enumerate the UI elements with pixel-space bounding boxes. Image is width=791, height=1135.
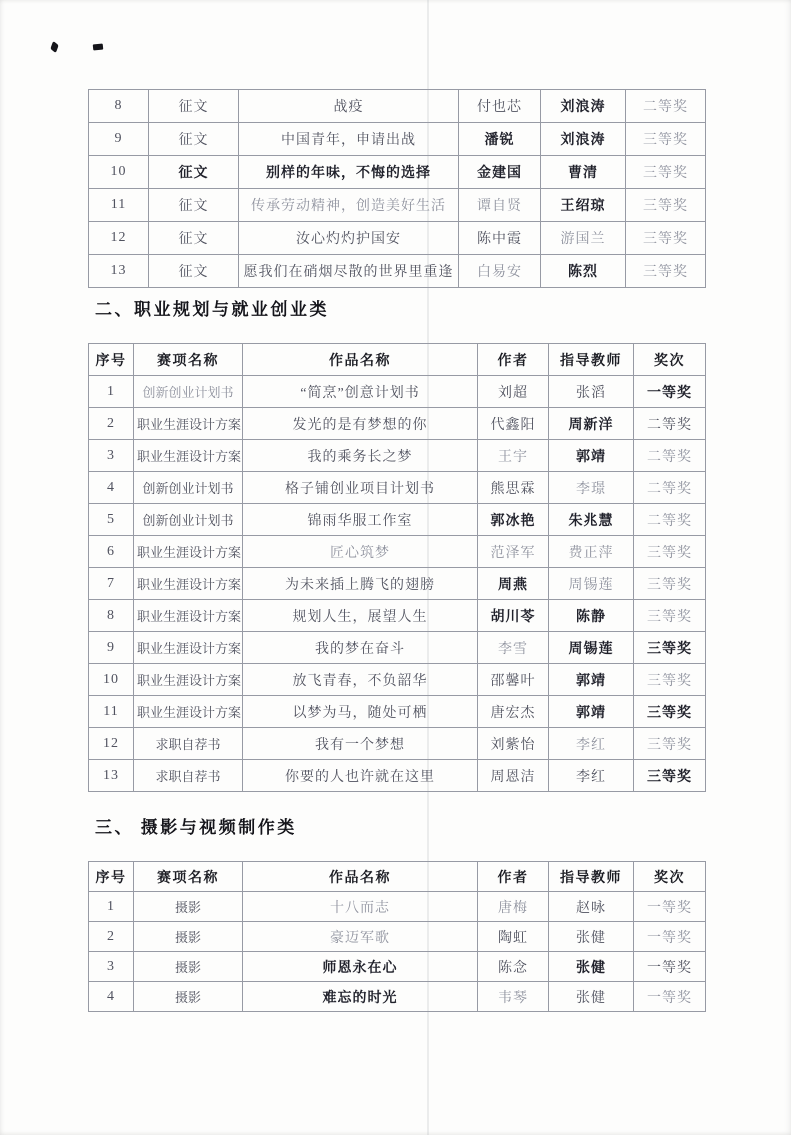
table-row: [89, 892, 706, 922]
table-cell: 谭自贤: [459, 189, 541, 222]
table-row: [89, 123, 706, 156]
section-title-career-planning: 二、职业规划与就业创业类: [95, 300, 329, 319]
table-cell: 王绍琼: [541, 189, 626, 222]
table-cell: 为未来插上腾飞的翅膀: [243, 568, 478, 600]
table-cell: 朱兆慧: [549, 504, 634, 536]
table-cell: 潘锐: [459, 123, 541, 156]
table-cell: 别样的年味，不悔的选择: [239, 156, 459, 189]
table-cell: 陈烈: [541, 255, 626, 288]
table-cell: 周燕: [478, 568, 549, 600]
table-cell: 我有一个梦想: [243, 728, 478, 760]
table-cell: 放飞青春，不负韶华: [243, 664, 478, 696]
table-cell: 刘浪涛: [541, 90, 626, 123]
table-row: [89, 952, 706, 982]
table-cell: 二等奖: [626, 90, 706, 123]
table-cell: 8: [89, 600, 134, 632]
table-cell: 一等奖: [634, 922, 706, 952]
table-cell: 郭靖: [549, 696, 634, 728]
table-cell: 一等奖: [634, 982, 706, 1012]
table-cell: 三等奖: [634, 728, 706, 760]
table-cell: 匠心筑梦: [243, 536, 478, 568]
column-header: 序号: [89, 344, 134, 376]
table-cell: 邵馨叶: [478, 664, 549, 696]
table-cell: 一等奖: [634, 952, 706, 982]
table-cell: 职业生涯设计方案: [134, 408, 243, 440]
table-cell: 你要的人也许就在这里: [243, 760, 478, 792]
table-cell: 征文: [149, 255, 239, 288]
table-cell: 一等奖: [634, 376, 706, 408]
table-cell: 求职自荐书: [134, 760, 243, 792]
column-header: 指导教师: [549, 862, 634, 892]
table-cell: 李红: [549, 760, 634, 792]
table-cell: 规划人生，展望人生: [243, 600, 478, 632]
table-cell: 熊思霖: [478, 472, 549, 504]
table-row: [89, 376, 706, 408]
table-cell: 范泽军: [478, 536, 549, 568]
table-cell: 游国兰: [541, 222, 626, 255]
table-row: [89, 982, 706, 1012]
table-cell: 4: [89, 472, 134, 504]
table-cell: 征文: [149, 123, 239, 156]
table-cell: 二等奖: [634, 408, 706, 440]
ink-speck: [93, 43, 104, 50]
table-cell: 创新创业计划书: [134, 376, 243, 408]
table-cell: 周锡莲: [549, 568, 634, 600]
table-cell: 李璟: [549, 472, 634, 504]
table-cell: 李红: [549, 728, 634, 760]
table-cell: 韦琴: [478, 982, 549, 1012]
table-cell: 刘浪涛: [541, 123, 626, 156]
table-cell: 以梦为马，随处可栖: [243, 696, 478, 728]
table-cell: 职业生涯设计方案: [134, 440, 243, 472]
table-cell: 11: [89, 696, 134, 728]
table-cell: 师恩永在心: [243, 952, 478, 982]
table-cell: 周恩洁: [478, 760, 549, 792]
table-row: [89, 760, 706, 792]
table-row: [89, 222, 706, 255]
photography-awards-table: [88, 861, 706, 1012]
table-cell: 12: [89, 222, 149, 255]
table-cell: 13: [89, 760, 134, 792]
table-cell: 王宇: [478, 440, 549, 472]
table-cell: 职业生涯设计方案: [134, 568, 243, 600]
table-cell: 摄影: [134, 982, 243, 1012]
table-row: [89, 536, 706, 568]
table-cell: 12: [89, 728, 134, 760]
table-cell: 郭冰艳: [478, 504, 549, 536]
table-cell: 周新洋: [549, 408, 634, 440]
table-cell: 求职自荐书: [134, 728, 243, 760]
table-cell: 8: [89, 90, 149, 123]
table-cell: 豪迈军歌: [243, 922, 478, 952]
table-row: [89, 568, 706, 600]
table-cell: 李雪: [478, 632, 549, 664]
table-cell: 张健: [549, 982, 634, 1012]
column-header: 奖次: [634, 862, 706, 892]
table-cell: 付也芯: [459, 90, 541, 123]
table-row: [89, 440, 706, 472]
table-cell: 郭靖: [549, 664, 634, 696]
table-cell: 3: [89, 440, 134, 472]
table-cell: 征文: [149, 156, 239, 189]
ink-speck: [50, 41, 58, 53]
table-cell: 三等奖: [626, 255, 706, 288]
table-cell: 锦雨华服工作室: [243, 504, 478, 536]
table-cell: 摄影: [134, 892, 243, 922]
table-cell: 金建国: [459, 156, 541, 189]
table-cell: 唐梅: [478, 892, 549, 922]
table-cell: 职业生涯设计方案: [134, 696, 243, 728]
table-row: [89, 255, 706, 288]
column-header: 指导教师: [549, 344, 634, 376]
table-cell: 三等奖: [634, 760, 706, 792]
table-cell: 职业生涯设计方案: [134, 632, 243, 664]
table-cell: 赵咏: [549, 892, 634, 922]
table-cell: 9: [89, 123, 149, 156]
table-cell: 格子铺创业项目计划书: [243, 472, 478, 504]
table-row: [89, 696, 706, 728]
table-cell: 我的乘务长之梦: [243, 440, 478, 472]
table-cell: 三等奖: [626, 189, 706, 222]
table-cell: 三等奖: [626, 222, 706, 255]
column-header: 作者: [478, 862, 549, 892]
table-cell: 摄影: [134, 952, 243, 982]
column-header: 赛项名称: [134, 344, 243, 376]
table-cell: 征文: [149, 189, 239, 222]
table-cell: 十八而志: [243, 892, 478, 922]
table-cell: 2: [89, 922, 134, 952]
table-cell: 7: [89, 568, 134, 600]
table-row: [89, 728, 706, 760]
column-header: 作品名称: [243, 344, 478, 376]
table-cell: 陈念: [478, 952, 549, 982]
table-cell: 中国青年，申请出战: [239, 123, 459, 156]
table-cell: 4: [89, 982, 134, 1012]
table-cell: 刘超: [478, 376, 549, 408]
table-cell: 职业生涯设计方案: [134, 664, 243, 696]
table-cell: 三等奖: [634, 696, 706, 728]
table-cell: 2: [89, 408, 134, 440]
table-cell: 二等奖: [634, 504, 706, 536]
table-cell: 郭靖: [549, 440, 634, 472]
table-cell: 汝心灼灼护国安: [239, 222, 459, 255]
table-cell: 三等奖: [634, 600, 706, 632]
table-cell: 费正萍: [549, 536, 634, 568]
table-row: [89, 189, 706, 222]
section-title-photography-video: 三、 摄影与视频制作类: [95, 818, 297, 837]
table-cell: 征文: [149, 222, 239, 255]
table-row: [89, 90, 706, 123]
column-header: 作品名称: [243, 862, 478, 892]
column-header: 作者: [478, 344, 549, 376]
table-cell: 愿我们在硝烟尽散的世界里重逢: [239, 255, 459, 288]
column-header: 奖次: [634, 344, 706, 376]
career-planning-awards-table: [88, 343, 706, 792]
table-cell: 职业生涯设计方案: [134, 600, 243, 632]
table-row: [89, 408, 706, 440]
table-cell: 白易安: [459, 255, 541, 288]
table-row: [89, 156, 706, 189]
table-cell: 三等奖: [626, 156, 706, 189]
table-cell: 张健: [549, 952, 634, 982]
table-cell: 1: [89, 376, 134, 408]
table-cell: 职业生涯设计方案: [134, 536, 243, 568]
table-cell: 难忘的时光: [243, 982, 478, 1012]
table-cell: 10: [89, 156, 149, 189]
table-cell: 传承劳动精神，创造美好生活: [239, 189, 459, 222]
table-row: [89, 922, 706, 952]
table-cell: 三等奖: [626, 123, 706, 156]
table-cell: 征文: [149, 90, 239, 123]
table-cell: 10: [89, 664, 134, 696]
table-cell: 陈静: [549, 600, 634, 632]
table-cell: “简烹”创意计划书: [243, 376, 478, 408]
table-cell: 创新创业计划书: [134, 472, 243, 504]
table-cell: 刘紫怡: [478, 728, 549, 760]
table-cell: 周锡莲: [549, 632, 634, 664]
table-cell: 11: [89, 189, 149, 222]
table-cell: 一等奖: [634, 892, 706, 922]
table-cell: 发光的是有梦想的你: [243, 408, 478, 440]
table-header-row: [89, 862, 706, 892]
table-cell: 曹清: [541, 156, 626, 189]
table-cell: 唐宏杰: [478, 696, 549, 728]
table-header-row: [89, 344, 706, 376]
table-cell: 13: [89, 255, 149, 288]
essay-awards-table: [88, 89, 706, 288]
table-row: [89, 664, 706, 696]
table-cell: 张滔: [549, 376, 634, 408]
table-cell: 二等奖: [634, 440, 706, 472]
table-cell: 1: [89, 892, 134, 922]
table-cell: 张健: [549, 922, 634, 952]
table-cell: 三等奖: [634, 568, 706, 600]
table-row: [89, 472, 706, 504]
table-cell: 陈中霞: [459, 222, 541, 255]
table-cell: 我的梦在奋斗: [243, 632, 478, 664]
table-cell: 三等奖: [634, 632, 706, 664]
table-cell: 3: [89, 952, 134, 982]
column-header: 赛项名称: [134, 862, 243, 892]
table-cell: 陶虹: [478, 922, 549, 952]
table-cell: 战疫: [239, 90, 459, 123]
table-cell: 摄影: [134, 922, 243, 952]
table-cell: 5: [89, 504, 134, 536]
table-cell: 胡川苓: [478, 600, 549, 632]
table-cell: 三等奖: [634, 536, 706, 568]
table-cell: 6: [89, 536, 134, 568]
table-cell: 三等奖: [634, 664, 706, 696]
table-row: [89, 600, 706, 632]
table-cell: 二等奖: [634, 472, 706, 504]
table-cell: 代鑫阳: [478, 408, 549, 440]
table-row: [89, 632, 706, 664]
table-row: [89, 504, 706, 536]
table-cell: 创新创业计划书: [134, 504, 243, 536]
table-cell: 9: [89, 632, 134, 664]
column-header: 序号: [89, 862, 134, 892]
